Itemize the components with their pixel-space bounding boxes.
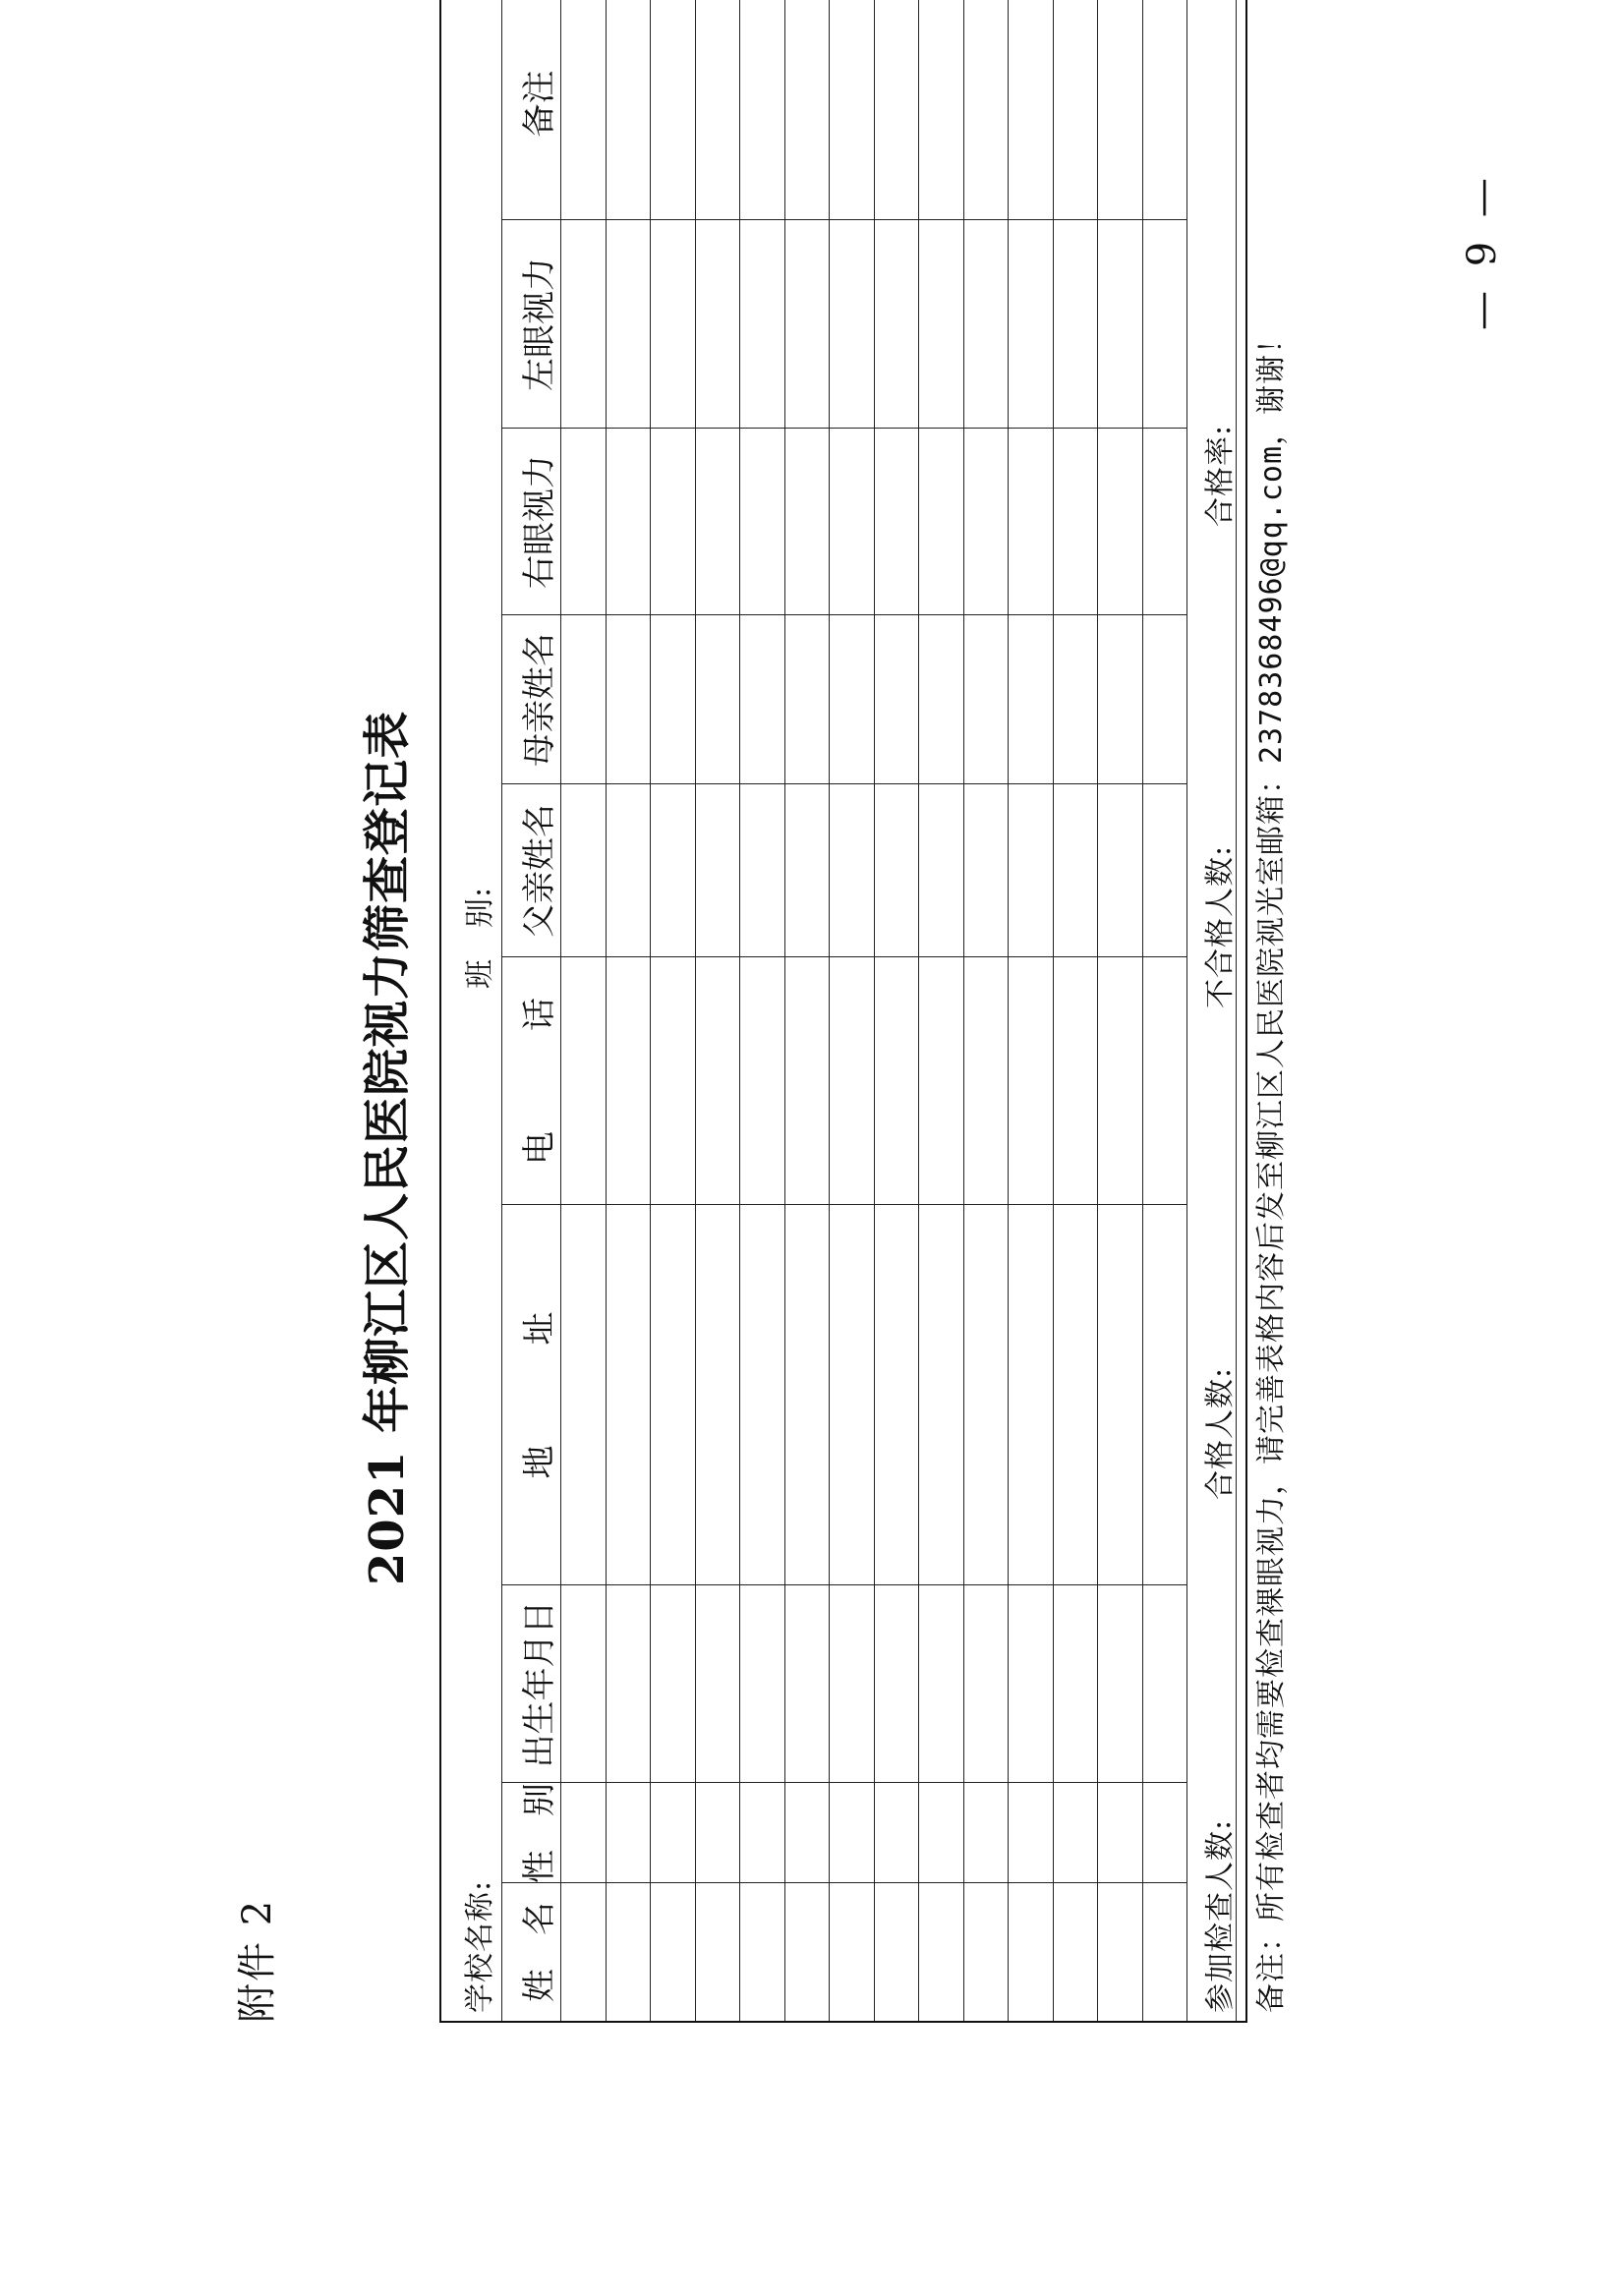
table-row[interactable] [1009,0,1054,2021]
column-divider [502,1882,1187,1883]
table-row[interactable] [919,0,964,2021]
attachment-label: 附件 2 [235,1898,280,2023]
note-email: 2378368496@qq.com [1254,444,1289,764]
column-header: 右眼视力 [520,455,559,589]
table-row[interactable] [830,0,875,2021]
table-row[interactable] [1143,0,1188,2021]
total-examined-label: 参加检查人数: [1203,1818,1238,2013]
column-header: 性 别 [520,1783,559,1883]
class-label: 班 别: [463,886,497,989]
table-row[interactable] [696,0,741,2021]
column-header: 出生年月日 [520,1600,559,1768]
column-header: 备注 [520,70,559,138]
table-row[interactable] [651,0,696,2021]
column-divider [502,614,1187,615]
form-title: 2021 年柳江区人民医院视力筛查登记表 [360,710,415,1586]
registration-table [439,0,1289,2023]
table-row[interactable] [561,0,607,2021]
column-divider [502,956,1187,957]
table-row[interactable] [1054,0,1099,2021]
column-header: 电 话 [520,998,559,1165]
summary-row [1187,0,1237,2021]
page-number: — 9 — [1460,172,1505,330]
column-header: 地 址 [520,1311,559,1479]
table-row[interactable] [785,0,831,2021]
table-row[interactable] [1098,0,1143,2021]
pass-rate-label: 合格率: [1203,424,1238,527]
table-row[interactable] [964,0,1010,2021]
column-header: 左眼视力 [520,258,559,391]
info-row [441,0,502,2021]
note-text: 备注：所有检查者均需要检查裸眼视力，请完善表格内容后发至柳江区人民医院视光室邮箱：2378368496@qq.com，谢谢！ [1254,322,1289,2013]
column-divider [502,219,1187,220]
pass-count-label: 合格人数: [1203,1366,1238,1500]
column-divider [502,1204,1187,1205]
table-row[interactable] [740,0,785,2021]
school-name-label: 学校名称: [463,1879,497,2013]
column-header: 母亲姓名 [520,633,559,767]
note-row [1237,0,1290,2021]
column-divider [502,1782,1187,1783]
table-row[interactable] [875,0,920,2021]
column-divider [502,428,1187,429]
fail-count-label: 不合格人数: [1203,844,1238,1008]
column-divider [502,1584,1187,1585]
column-header: 父亲姓名 [520,804,559,938]
header-row [502,0,561,2021]
column-divider [502,783,1187,784]
table-row[interactable] [607,0,652,2021]
column-header: 姓 名 [520,1902,559,2002]
